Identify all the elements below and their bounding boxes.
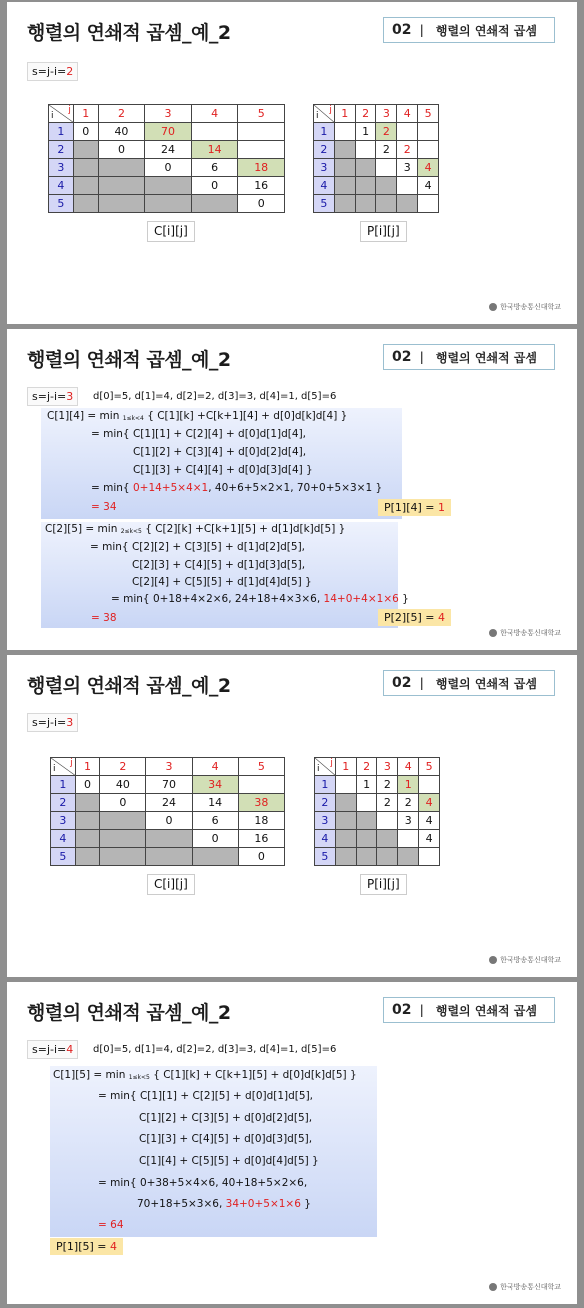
matrix-cell xyxy=(356,830,377,848)
matrix-cell xyxy=(334,159,355,177)
calc-line-2: = min{ C[1][1] + C[2][5] + d[0]d[1]d[5], xyxy=(98,1090,314,1102)
matrix-cell xyxy=(377,848,398,866)
matrix-column-header: 3 xyxy=(376,105,397,123)
matrix-cell: 0 xyxy=(238,848,284,866)
matrix-cell: 4 xyxy=(419,794,440,812)
matrix-cell xyxy=(238,123,285,141)
section-badge xyxy=(383,344,555,370)
matrix-column-header: 1 xyxy=(73,105,98,123)
s-formula: s=j-i= xyxy=(32,65,67,78)
calc-min-term: 34+0+5×1×6 xyxy=(225,1198,301,1210)
calc-text: { C[1][k] + C[k+1][5] + d[0]d[k]d[5] } xyxy=(149,1069,357,1081)
corner-j-label: j xyxy=(330,758,333,768)
c-matrix-table xyxy=(48,104,285,213)
matrix-cell xyxy=(355,141,376,159)
matrix-cell xyxy=(191,195,238,213)
logo-text: 한국방송통신대학교 xyxy=(500,1283,561,1291)
matrix-cell: 6 xyxy=(192,812,238,830)
matrix-row-header: 1 xyxy=(49,123,74,141)
s-value-box xyxy=(27,62,78,81)
matrix-cell: 0 xyxy=(100,794,146,812)
slide-4 xyxy=(7,982,577,1304)
logo-text: 한국방송통신대학교 xyxy=(500,629,561,637)
matrix-cell: 16 xyxy=(238,830,284,848)
corner-i-label: i xyxy=(51,111,54,121)
c-matrix-table xyxy=(50,757,285,866)
slide-2 xyxy=(7,329,577,650)
c-matrix-caption: C[i][j] xyxy=(147,221,195,242)
matrix-cell: 40 xyxy=(98,123,145,141)
matrix-row-header: 2 xyxy=(51,794,76,812)
matrix-cell: 0 xyxy=(191,177,238,195)
calc-result: = 34 xyxy=(91,501,117,513)
matrix-cell xyxy=(355,159,376,177)
matrix-row-header: 2 xyxy=(314,141,335,159)
s-formula: s=j-i= xyxy=(32,716,67,729)
section-number: 02 xyxy=(392,675,412,691)
logo-emblem-icon xyxy=(489,303,497,311)
calc-text: = min{ xyxy=(91,482,133,494)
logo-text: 한국방송통신대학교 xyxy=(500,303,561,311)
matrix-row xyxy=(49,123,285,141)
calc-text: C[2][5] = min xyxy=(45,523,121,535)
calc-text: , 40+6+5×2×1, 70+0+5×3×1 } xyxy=(208,482,383,494)
matrix-cell xyxy=(335,848,356,866)
matrix-row xyxy=(49,141,285,159)
matrix-row xyxy=(49,159,285,177)
matrix-row-header: 5 xyxy=(51,848,76,866)
s-value-box xyxy=(27,713,78,732)
matrix-cell: 0 xyxy=(238,195,285,213)
matrix-row xyxy=(314,195,439,213)
matrix-column-header: 2 xyxy=(356,758,377,776)
calc-result: = 38 xyxy=(91,612,117,624)
calc-line-4: C[2][4] + C[5][5] + d[1]d[4]d[5] } xyxy=(132,576,312,588)
matrix-cell: 16 xyxy=(238,177,285,195)
calc-line-4: C[1][3] + C[4][5] + d[0]d[3]d[5], xyxy=(139,1133,313,1145)
matrix-cell xyxy=(355,195,376,213)
calc-line-2: = min{ C[1][1] + C[2][4] + d[0]d[1]d[4], xyxy=(91,428,307,440)
matrix-corner-cell xyxy=(314,105,335,123)
matrix-cell xyxy=(73,159,98,177)
matrix-cell xyxy=(356,812,377,830)
calc-line-1 xyxy=(47,410,347,422)
matrix-row xyxy=(51,794,285,812)
university-logo xyxy=(489,302,561,312)
matrix-cell xyxy=(73,177,98,195)
matrix-column-header: 3 xyxy=(377,758,398,776)
matrix-row-header: 4 xyxy=(314,177,335,195)
calc-line-3: C[1][2] + C[3][4] + d[0]d[2]d[4], xyxy=(133,446,307,458)
s-value: 4 xyxy=(66,1043,74,1056)
matrix-header-row xyxy=(314,105,439,123)
matrix-cell xyxy=(98,195,145,213)
matrix-row xyxy=(314,177,439,195)
matrix-cell: 18 xyxy=(238,159,285,177)
s-formula: s=j-i= xyxy=(32,1043,67,1056)
matrix-cell xyxy=(397,123,418,141)
section-title: 행렬의 연쇄적 곱셈 xyxy=(435,1003,537,1018)
matrix-cell xyxy=(238,776,284,794)
matrix-cell xyxy=(418,195,439,213)
matrix-column-header: 5 xyxy=(238,758,284,776)
matrix-cell: 2 xyxy=(376,141,397,159)
matrix-cell: 24 xyxy=(146,794,192,812)
matrix-cell: 0 xyxy=(192,830,238,848)
matrix-cell: 34 xyxy=(192,776,238,794)
matrix-cell: 4 xyxy=(418,177,439,195)
matrix-cell xyxy=(418,141,439,159)
calc-text: = min{ 0+18+4×2×6, 24+18+4×3×6, xyxy=(111,593,324,605)
matrix-cell xyxy=(335,830,356,848)
matrix-row-header: 3 xyxy=(51,812,76,830)
corner-j-label: j xyxy=(68,105,71,115)
section-separator: | xyxy=(419,23,424,37)
matrix-cell xyxy=(356,794,377,812)
matrix-row xyxy=(49,195,285,213)
section-title: 행렬의 연쇄적 곱셈 xyxy=(435,350,537,365)
matrix-row-header: 3 xyxy=(315,812,336,830)
corner-j-label: j xyxy=(70,758,73,768)
matrix-cell xyxy=(192,848,238,866)
matrix-row xyxy=(315,830,440,848)
matrix-corner-cell xyxy=(51,758,76,776)
corner-i-label: i xyxy=(317,764,320,774)
matrix-cell xyxy=(334,177,355,195)
matrix-row-header: 4 xyxy=(315,830,336,848)
logo-emblem-icon xyxy=(489,629,497,637)
calc-text: } xyxy=(300,1198,311,1210)
section-number: 02 xyxy=(392,22,412,38)
matrix-row-header: 4 xyxy=(51,830,76,848)
matrix-cell xyxy=(419,848,440,866)
matrix-row-header: 3 xyxy=(49,159,74,177)
logo-emblem-icon xyxy=(489,1283,497,1291)
section-badge xyxy=(383,997,555,1023)
matrix-cell xyxy=(75,830,100,848)
matrix-cell: 24 xyxy=(145,141,192,159)
calc-line-2: = min{ C[2][2] + C[3][5] + d[1]d[2]d[5], xyxy=(90,541,306,553)
matrix-cell xyxy=(377,830,398,848)
matrix-row xyxy=(51,848,285,866)
matrix-row-header: 5 xyxy=(315,848,336,866)
s-value-box xyxy=(27,387,78,406)
dimension-list: d[0]=5, d[1]=4, d[2]=2, d[3]=3, d[4]=1, d[5]=6 xyxy=(93,391,337,402)
matrix-cell xyxy=(355,177,376,195)
section-title: 행렬의 연쇄적 곱셈 xyxy=(435,676,537,691)
university-logo xyxy=(489,955,561,965)
matrix-cell xyxy=(376,159,397,177)
calc-subscript: 1≤k<4 xyxy=(122,415,144,422)
matrix-cell: 2 xyxy=(377,776,398,794)
calc-result: = 64 xyxy=(98,1219,124,1231)
matrix-cell: 4 xyxy=(419,830,440,848)
s-value-box xyxy=(27,1040,78,1059)
corner-j-label: j xyxy=(329,105,332,115)
matrix-column-header: 4 xyxy=(191,105,238,123)
matrix-cell: 14 xyxy=(192,794,238,812)
matrix-row xyxy=(315,812,440,830)
calc-line-1 xyxy=(45,523,345,535)
matrix-cell xyxy=(376,195,397,213)
p-matrix-caption: P[i][j] xyxy=(360,221,407,242)
matrix-column-header: 4 xyxy=(398,758,419,776)
matrix-cell xyxy=(397,177,418,195)
p-matrix-table xyxy=(313,104,439,213)
matrix-cell xyxy=(238,141,285,159)
calc-line-3: C[2][3] + C[4][5] + d[1]d[3]d[5], xyxy=(132,559,306,571)
matrix-header-row xyxy=(49,105,285,123)
s-value: 3 xyxy=(66,390,74,403)
matrix-cell: 2 xyxy=(376,123,397,141)
matrix-row xyxy=(314,141,439,159)
calc-text: } xyxy=(398,593,409,605)
matrix-header-row xyxy=(51,758,285,776)
section-separator: | xyxy=(419,676,424,690)
matrix-cell xyxy=(146,848,192,866)
matrix-row xyxy=(49,177,285,195)
matrix-row xyxy=(51,776,285,794)
matrix-cell: 70 xyxy=(146,776,192,794)
c-matrix-caption: C[i][j] xyxy=(147,874,195,895)
matrix-row-header: 4 xyxy=(49,177,74,195)
matrix-cell xyxy=(334,123,355,141)
matrix-cell xyxy=(397,195,418,213)
section-separator: | xyxy=(419,1003,424,1017)
matrix-cell xyxy=(335,812,356,830)
matrix-column-header: 3 xyxy=(145,105,192,123)
matrix-cell xyxy=(376,177,397,195)
p-result-value: 4 xyxy=(438,611,446,624)
calc-min-term: 0+14+5×4×1 xyxy=(132,482,209,494)
slide-title: 행렬의 연쇄적 곱셈_예_2 xyxy=(27,349,231,371)
p-result-value: 4 xyxy=(110,1240,118,1253)
calc-text: C[1][5] = min xyxy=(53,1069,129,1081)
matrix-row-header: 5 xyxy=(49,195,74,213)
matrix-cell xyxy=(398,848,419,866)
matrix-cell xyxy=(191,123,238,141)
matrix-cell: 6 xyxy=(191,159,238,177)
matrix-column-header: 5 xyxy=(419,758,440,776)
p-result-label: P[2][5] = xyxy=(384,611,439,624)
matrix-cell xyxy=(356,848,377,866)
p-result-value: 1 xyxy=(438,501,446,514)
matrix-cell xyxy=(335,776,356,794)
logo-emblem-icon xyxy=(489,956,497,964)
matrix-column-header: 5 xyxy=(238,105,285,123)
section-title: 행렬의 연쇄적 곱셈 xyxy=(435,23,537,38)
matrix-cell: 0 xyxy=(145,159,192,177)
matrix-row xyxy=(314,123,439,141)
matrix-cell xyxy=(100,812,146,830)
matrix-cell xyxy=(98,177,145,195)
matrix-column-header: 2 xyxy=(100,758,146,776)
matrix-column-header: 5 xyxy=(418,105,439,123)
matrix-row xyxy=(315,794,440,812)
matrix-header-row xyxy=(315,758,440,776)
matrix-column-header: 1 xyxy=(75,758,100,776)
university-logo xyxy=(489,1282,561,1292)
calc-line-5 xyxy=(91,482,382,494)
p-result-label: P[1][5] = xyxy=(56,1240,111,1253)
matrix-cell xyxy=(146,830,192,848)
slide-title: 행렬의 연쇄적 곱셈_예_2 xyxy=(27,22,231,44)
matrix-cell xyxy=(98,159,145,177)
matrix-corner-cell xyxy=(315,758,336,776)
s-value: 3 xyxy=(66,716,74,729)
matrix-row-header: 1 xyxy=(51,776,76,794)
matrix-cell xyxy=(377,812,398,830)
section-badge xyxy=(383,17,555,43)
matrix-row-header: 2 xyxy=(315,794,336,812)
matrix-row-header: 1 xyxy=(314,123,335,141)
matrix-cell: 2 xyxy=(397,141,418,159)
matrix-row-header: 3 xyxy=(314,159,335,177)
matrix-cell: 3 xyxy=(397,159,418,177)
matrix-row xyxy=(51,812,285,830)
matrix-cell: 0 xyxy=(75,776,100,794)
matrix-row-header: 1 xyxy=(315,776,336,794)
section-separator: | xyxy=(419,350,424,364)
matrix-cell xyxy=(418,123,439,141)
matrix-cell: 2 xyxy=(377,794,398,812)
matrix-cell: 40 xyxy=(100,776,146,794)
matrix-cell: 4 xyxy=(418,159,439,177)
calc-line-4: C[1][3] + C[4][4] + d[0]d[3]d[4] } xyxy=(133,464,313,476)
matrix-corner-cell xyxy=(49,105,74,123)
calc-text: 70+18+5×3×6, xyxy=(137,1198,226,1210)
matrix-row xyxy=(315,848,440,866)
matrix-cell: 1 xyxy=(356,776,377,794)
corner-i-label: i xyxy=(53,764,56,774)
matrix-column-header: 3 xyxy=(146,758,192,776)
calc-min-term: 14+0+4×1×6 xyxy=(323,593,399,605)
matrix-cell xyxy=(75,848,100,866)
s-value: 2 xyxy=(66,65,74,78)
matrix-cell: 1 xyxy=(355,123,376,141)
calc-text: C[1][4] = min xyxy=(47,410,123,422)
matrix-column-header: 1 xyxy=(335,758,356,776)
calc-line-5: C[1][4] + C[5][5] + d[0]d[4]d[5] } xyxy=(139,1155,319,1167)
matrix-cell xyxy=(75,812,100,830)
slide-title: 행렬의 연쇄적 곱셈_예_2 xyxy=(27,675,231,697)
calc-line-7 xyxy=(137,1198,311,1210)
section-badge xyxy=(383,670,555,696)
matrix-row-header: 2 xyxy=(49,141,74,159)
matrix-cell: 18 xyxy=(238,812,284,830)
calc-text: { C[1][k] +C[k+1][4] + d[0]d[k]d[4] } xyxy=(143,410,348,422)
matrix-cell xyxy=(100,830,146,848)
university-logo xyxy=(489,628,561,638)
p-result-box xyxy=(378,609,451,626)
matrix-column-header: 4 xyxy=(397,105,418,123)
matrix-cell: 0 xyxy=(98,141,145,159)
calc-subscript: 2≤k<5 xyxy=(120,528,142,535)
matrix-cell: 1 xyxy=(398,776,419,794)
dimension-list: d[0]=5, d[1]=4, d[2]=2, d[3]=3, d[4]=1, d[5]=6 xyxy=(93,1044,337,1055)
matrix-cell: 14 xyxy=(191,141,238,159)
matrix-cell xyxy=(75,794,100,812)
p-result-box xyxy=(378,499,451,516)
matrix-cell: 70 xyxy=(145,123,192,141)
calc-line-5 xyxy=(111,593,409,605)
matrix-cell: 38 xyxy=(238,794,284,812)
matrix-cell xyxy=(419,776,440,794)
matrix-cell xyxy=(100,848,146,866)
matrix-cell xyxy=(334,195,355,213)
logo-text: 한국방송통신대학교 xyxy=(500,956,561,964)
matrix-row xyxy=(315,776,440,794)
p-matrix-table xyxy=(314,757,440,866)
matrix-cell xyxy=(73,195,98,213)
calc-subscript: 1≤k<5 xyxy=(128,1074,150,1081)
p-result-box xyxy=(50,1238,123,1255)
calc-text: { C[2][k] +C[k+1][5] + d[1]d[k]d[5] } xyxy=(141,523,346,535)
matrix-cell xyxy=(398,830,419,848)
matrix-row xyxy=(314,159,439,177)
matrix-cell: 3 xyxy=(398,812,419,830)
matrix-row xyxy=(51,830,285,848)
matrix-cell: 0 xyxy=(73,123,98,141)
matrix-cell xyxy=(334,141,355,159)
slide-title: 행렬의 연쇄적 곱셈_예_2 xyxy=(27,1002,231,1024)
matrix-column-header: 1 xyxy=(334,105,355,123)
calc-line-3: C[1][2] + C[3][5] + d[0]d[2]d[5], xyxy=(139,1112,313,1124)
p-result-label: P[1][4] = xyxy=(384,501,439,514)
calc-line-1 xyxy=(53,1069,357,1081)
matrix-cell xyxy=(145,195,192,213)
matrix-column-header: 2 xyxy=(98,105,145,123)
p-matrix-caption: P[i][j] xyxy=(360,874,407,895)
slide-3 xyxy=(7,655,577,977)
matrix-row-header: 5 xyxy=(314,195,335,213)
matrix-cell: 2 xyxy=(398,794,419,812)
matrix-column-header: 2 xyxy=(355,105,376,123)
matrix-column-header: 4 xyxy=(192,758,238,776)
corner-i-label: i xyxy=(316,111,319,121)
matrix-cell xyxy=(335,794,356,812)
section-number: 02 xyxy=(392,349,412,365)
section-number: 02 xyxy=(392,1002,412,1018)
matrix-cell xyxy=(145,177,192,195)
matrix-cell: 0 xyxy=(146,812,192,830)
matrix-cell: 4 xyxy=(419,812,440,830)
s-formula: s=j-i= xyxy=(32,390,67,403)
calc-line-6: = min{ 0+38+5×4×6, 40+18+5×2×6, xyxy=(98,1177,308,1189)
matrix-cell xyxy=(73,141,98,159)
slide-1 xyxy=(7,2,577,324)
